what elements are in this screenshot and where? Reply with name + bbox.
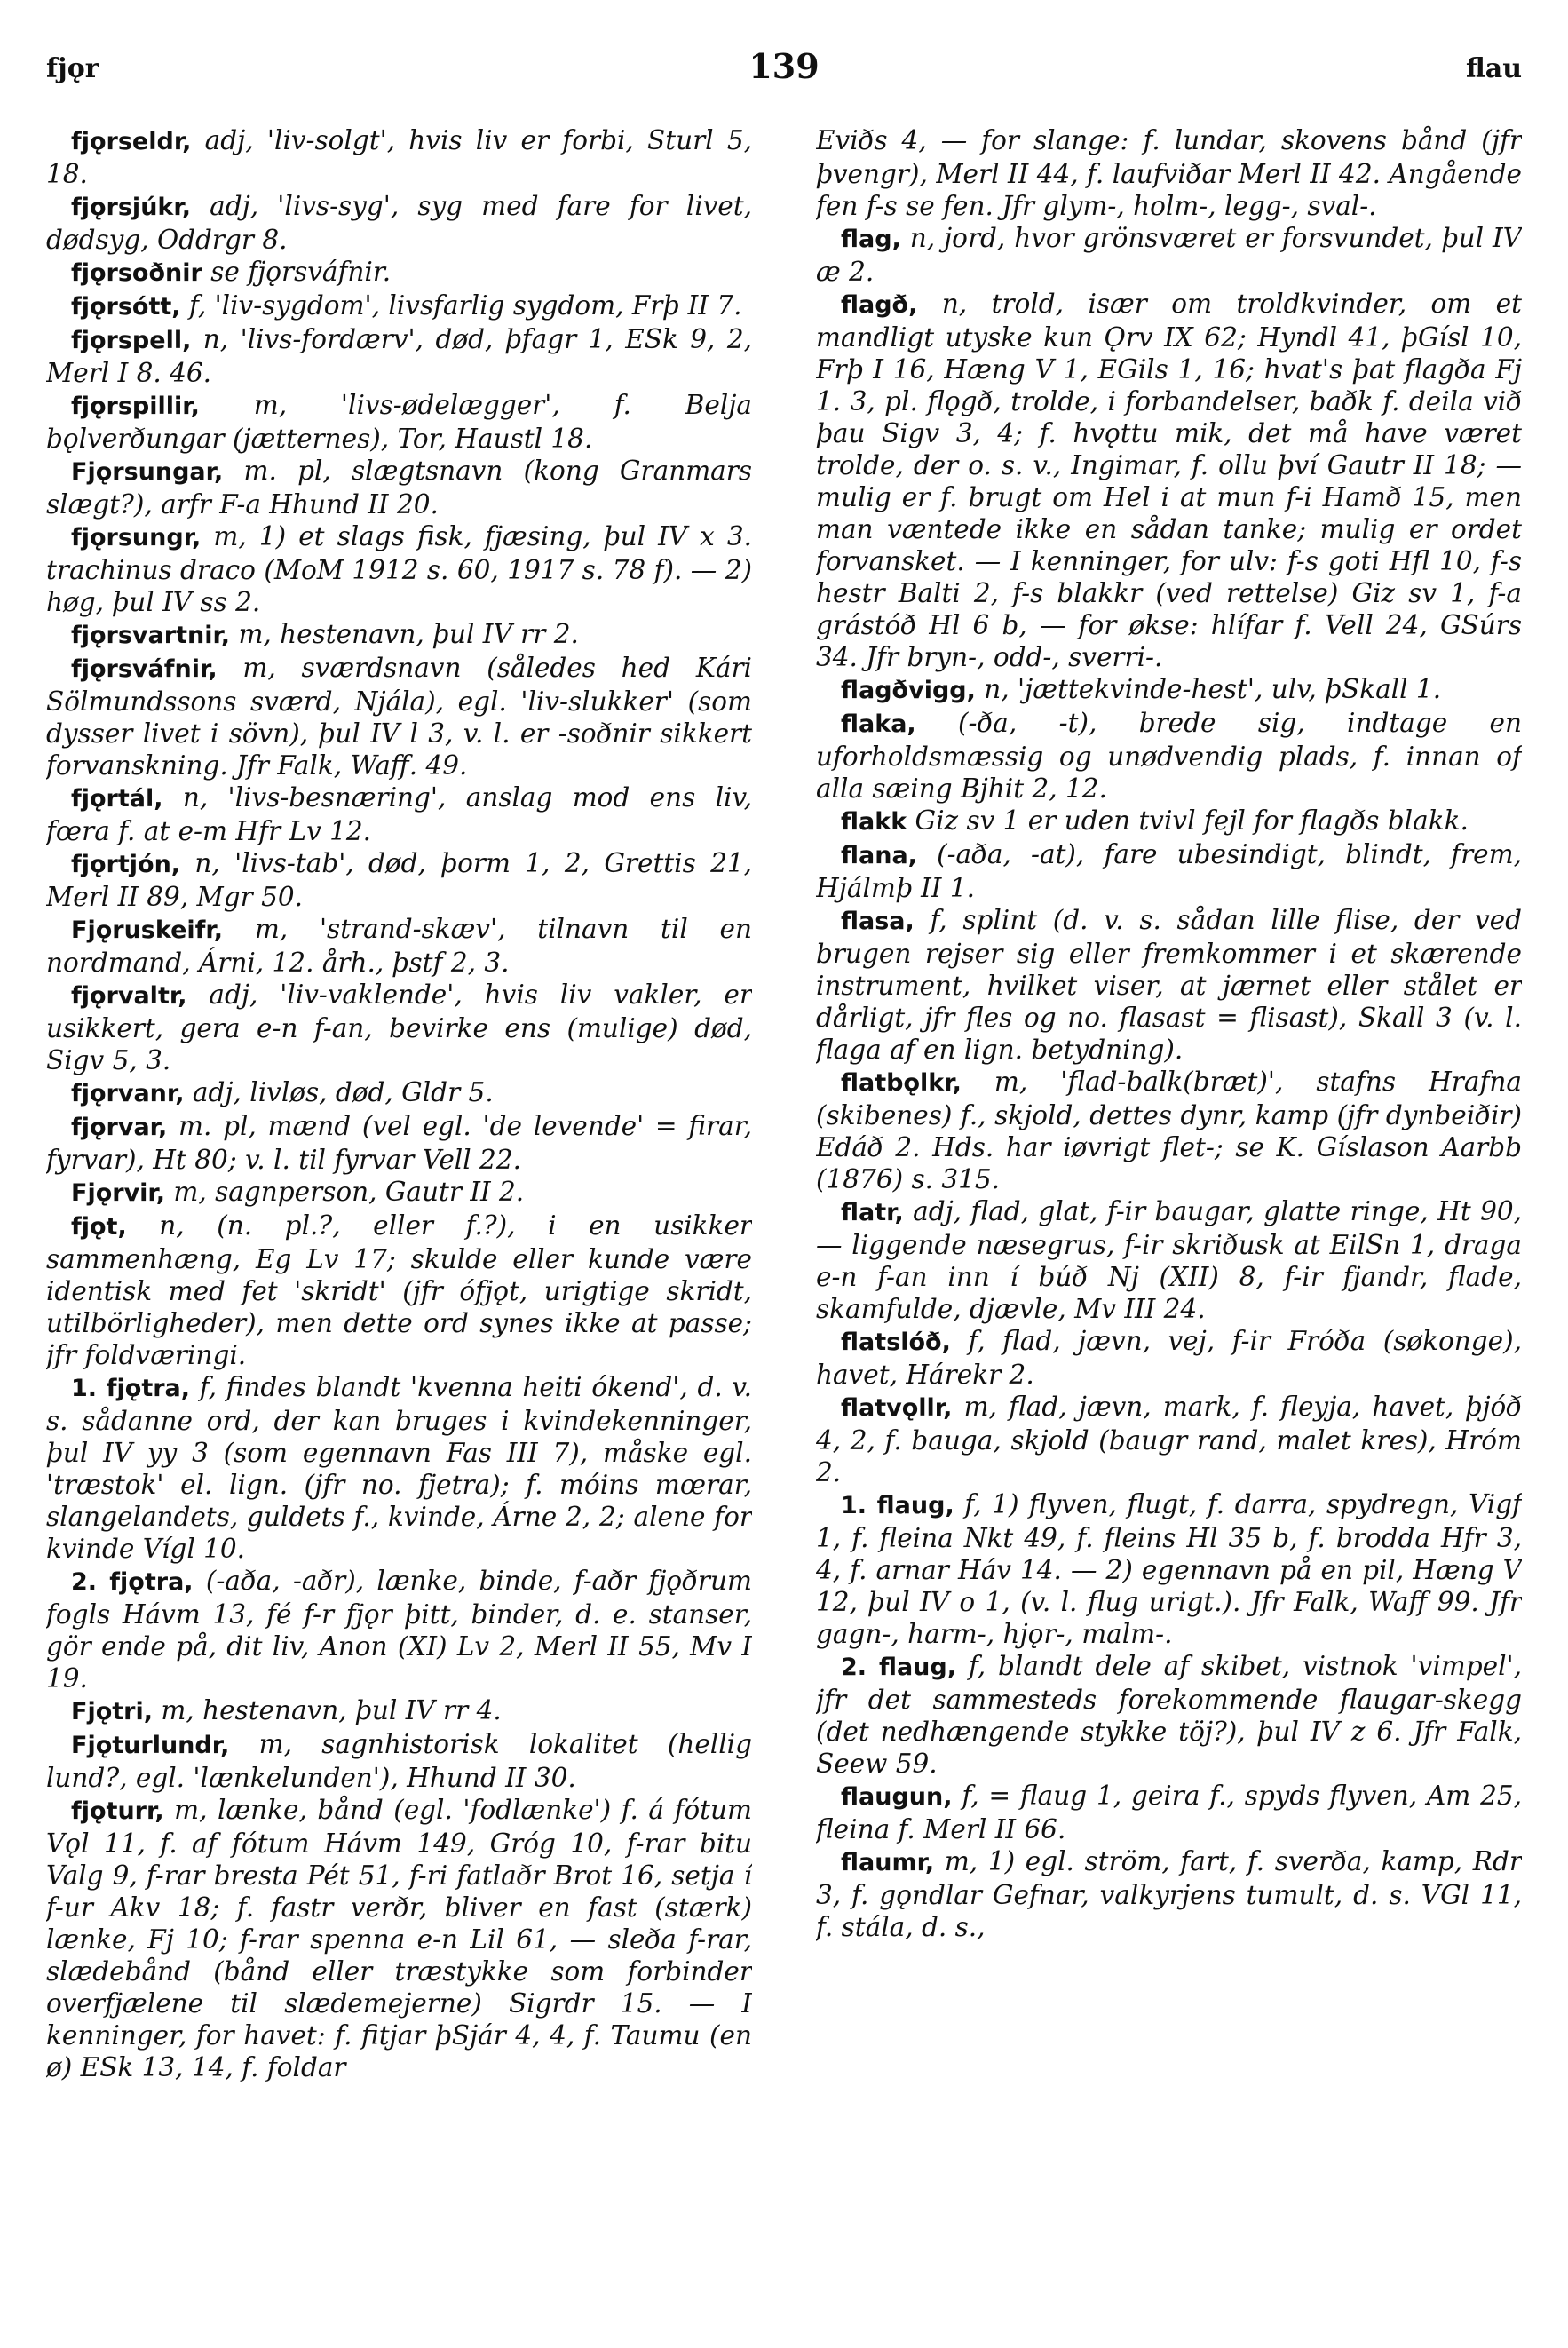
entry-headword: Fjǫrvir, — [71, 1179, 166, 1207]
entry-definition: m. pl, slægtsnavn (kong Granmars slægt?), arfr F-a Hhund II 20. — [46, 456, 752, 520]
dictionary-entry — [816, 1391, 1522, 1488]
dictionary-entry — [816, 124, 1522, 222]
entry-definition: m, sværdsnavn (således hed Kári Sölmundssons sværd, Njála), egl. 'liv-slukker' (som dysser livet i sövn), þul IV l 3, v. l. er -soðnir sikkert forvanskning. Jfr Falk, Waff. 49. — [46, 653, 752, 781]
entry-headword: fjǫrvanr, — [71, 1080, 185, 1107]
entry-definition: n, (n. pl.?, eller f.?), i en usikker sammenhæng, Eg Lv 17; skulde eller kunde være identisk med fet 'skridt' (jfr ófjǫt, urigtige skridt, utilbörligheder), men dette ord synes ikke at passe; jfr foldværingi. — [46, 1210, 752, 1370]
dictionary-entry — [46, 618, 752, 652]
dictionary-entry — [46, 1176, 752, 1210]
entry-definition: m, hestenavn, þul IV rr 2. — [238, 619, 579, 649]
dictionary-entry — [816, 1325, 1522, 1391]
entry-headword: fjǫrsoðnir — [71, 259, 202, 287]
dictionary-entry — [816, 805, 1522, 838]
dictionary-entry — [816, 904, 1522, 1066]
dictionary-entry — [46, 290, 752, 323]
dictionary-entry — [46, 190, 752, 256]
entry-headword: flakk — [841, 808, 907, 836]
entry-headword: 1. flaug, — [841, 1492, 954, 1519]
page-header — [46, 46, 1522, 91]
dictionary-entry — [816, 1845, 1522, 1943]
entry-headword: fjǫrvar, — [71, 1114, 168, 1141]
entry-headword: flana, — [841, 842, 917, 869]
dictionary-entry — [46, 847, 752, 913]
entry-headword: Fjǫruskeifr, — [71, 916, 224, 944]
entry-definition: m, 'livs-ødelægger', f. Belja bǫlverðungar (jætternes), Tor, Haustl 18. — [46, 390, 752, 454]
entry-headword: fjǫrtál, — [71, 785, 163, 813]
dictionary-entry — [46, 1076, 752, 1110]
entry-headword: flaugun, — [841, 1783, 953, 1811]
dictionary-entry — [46, 913, 752, 979]
entry-definition: f, findes blandt 'kvenna heiti ókend', d. v. s. sådanne ord, der kan bruges i kvindekenninger, þul IV yy 3 (som egennavn Fas III 7), måske egl. 'træstok' el. lign. (jfr no. fjetra); f. móins mœrar, slangelandets, guldets f., kvinde, Árne 2, 2; alene for kvinde Vígl 10. — [46, 1372, 752, 1564]
dictionary-entry — [46, 1371, 752, 1565]
entry-headword: fjǫrsváfnir, — [71, 655, 218, 683]
left-column — [46, 124, 752, 2318]
text-columns — [46, 124, 1522, 2318]
entry-headword: fjǫrsungr, — [71, 524, 202, 551]
entry-definition: se fjǫrsváfnir. — [210, 257, 392, 287]
entry-definition: n, 'livs-fordærv', død, þfagr 1, ESk 9, 2, Merl I 8. 46. — [46, 324, 752, 388]
dictionary-entry — [46, 1694, 752, 1728]
entry-headword: Fjǫturlundr, — [71, 1732, 230, 1759]
dictionary-entry — [46, 256, 752, 290]
entry-definition: Giz sv 1 er uden tvivl fejl for flagðs blakk. — [915, 805, 1469, 836]
entry-headword: flasa, — [841, 908, 915, 935]
entry-definition: m, hestenavn, þul IV rr 4. — [161, 1695, 502, 1725]
dictionary-entry — [46, 455, 752, 520]
entry-definition: m, flad, jævn, mark, f. fleyja, havet, þjóð 4, 2, f. bauga, skjold (baugr rand, malet kres), Hróm 2. — [816, 1392, 1522, 1487]
entry-definition: Eviðs 4, — for slange: f. lundar, skovens bånd (jfr þvengr), Merl II 44, f. laufviðar Merl II 42. Angående fen f-s se fen. Jfr glym-, holm-, legg-, sval-. — [816, 125, 1522, 221]
entry-headword: flatbǫlkr, — [841, 1069, 962, 1097]
dictionary-entry — [816, 1195, 1522, 1325]
dictionary-entry — [46, 1565, 752, 1694]
entry-headword: fjǫrseldr, — [71, 128, 192, 155]
entry-definition: f, = flaug 1, geira f., spyds flyven, Am 25, fleina f. Merl II 66. — [816, 1781, 1522, 1844]
entry-definition: m, 1) egl. ström, fart, f. sverða, kamp, Rdr 3, f. gǫndlar Gefnar, valkyrjens tumult, d. s. VGl 11, f. stála, d. s., — [816, 1846, 1522, 1942]
entry-headword: flatslóð, — [841, 1329, 951, 1356]
entry-headword: Fjǫrsungar, — [71, 458, 224, 486]
dictionary-entry — [46, 979, 752, 1076]
dictionary-entry — [816, 707, 1522, 805]
entry-headword: fjǫrsvartnir, — [71, 622, 231, 649]
dictionary-entry — [46, 1110, 752, 1176]
entry-definition: f, 1) flyven, flugt, f. darra, spydregn, Vigf 1, f. fleina Nkt 49, f. fleins Hl 35 b, f. brodda Hfr 3, 4, f. arnar Háv 14. — 2) egennavn på en pil, Hæng V 12, þul IV o 1, (v. l. flug urigt.). Jfr Falk, Waff 99. Jfr gagn-, harm-, hjǫr-, malm-. — [816, 1489, 1522, 1649]
dictionary-entry — [816, 222, 1522, 288]
entry-definition: f, 'liv-sygdom', livsfarlig sygdom, Frþ II 7. — [188, 290, 742, 321]
entry-definition: (-aða, -at), fare ubesindigt, blindt, frem, Hjálmþ II 1. — [816, 839, 1522, 903]
entry-headword: 1. fjǫtra, — [71, 1375, 191, 1402]
dictionary-entry — [46, 652, 752, 781]
dictionary-entry — [46, 124, 752, 190]
entry-definition: n, 'livs-besnæring', anslag mod ens liv, fœra f. at e-m Hfr Lv 12. — [46, 782, 752, 846]
entry-definition: adj, flad, glat, f-ir baugar, glatte ringe, Ht 90, — liggende næsegrus, f-ir skriðusk at EilSn 1, draga e-n f-an inn í búð Nj (XII) 8, f-ir fjandr, flade, skamfulde, djævle, Mv III 24. — [816, 1196, 1522, 1324]
entry-definition: adj, 'liv-solgt', hvis liv er forbi, Sturl 5, 18. — [46, 125, 752, 189]
entry-definition: adj, livløs, død, Gldr 5. — [192, 1077, 494, 1107]
entry-headword: flatvǫllr, — [841, 1394, 953, 1422]
entry-definition: m, 'flad-balk(bræt)', stafns Hrafna (skibenes) f., skjold, dettes dynr, kamp (jfr dynbeiðir) Edáð 2. Hds. har iøvrigt flet-; se K. Gíslason Aarbb (1876) s. 315. — [816, 1067, 1522, 1194]
entry-definition: n, 'jættekvinde-hest', ulv, þSkall 1. — [984, 674, 1442, 704]
entry-definition: m, 'strand-skæv', tilnavn til en nordmand, Árni, 12. årh., þstf 2, 3. — [46, 914, 752, 978]
entry-definition: n, trold, især om troldkvinder, om et mandligt utyske kun Ǫrv IX 62; Hyndl 41, þGísl 10, Frþ I 16, Hæng V 1, EGils 1, 16; hvat's þat flagða Fj 1. 3, pl. flǫgð, trolde, i forbandelser, baðk f. deila við þau Sigv 3, 4; f. hvǫttu mik, det må have været trolde, der o. s. v., Ingimar, f. ollu því Gautr II 18; — mulig er f. brugt om Hel i at mun f-i Hamð 15, men man væntede ikke en sådan tanke; mulig er ordet forvansket. — I kenninger, for ulv: f-s goti Hfl 10, f-s hestr Balti 2, f-s blakkr (ved rettelse) Giz sv 1, f-a grástóð Hl 6 b, — for økse: hlífar f. Vell 24, GSúrs 34. Jfr bryn-, odd-, sverri-. — [816, 289, 1522, 672]
entry-headword: fjǫt, — [71, 1213, 127, 1241]
entry-headword: 2. fjǫtra, — [71, 1568, 194, 1596]
dictionary-entry — [46, 520, 752, 618]
entry-definition: m, sagnhistorisk lokalitet (hellig lund?, egl. 'lænkelunden'), Hhund II 30. — [46, 1729, 752, 1793]
entry-definition: n, 'livs-tab', død, þorm 1, 2, Grettis 21, Merl II 89, Mgr 50. — [46, 848, 752, 912]
dictionary-entry — [46, 1794, 752, 2083]
entry-headword: fjǫrvaltr, — [71, 982, 187, 1010]
entry-definition: m, 1) et slags fisk, fjæsing, þul IV x 3. trachinus draco (MoM 1912 s. 60, 1917 s. 78 f). — 2) høg, þul IV ss 2. — [46, 521, 752, 617]
entry-definition: f, splint (d. v. s. sådan lille flise, der ved brugen rejser sig eller fremkommer i et skærende instrument, hvilket viser, at jærnet eller stålet er dårligt, jfr fles og no. flasast = flisast), Skall 3 (v. l. flaga af en lign. betydning). — [816, 905, 1522, 1065]
entry-headword: flaumr, — [841, 1849, 935, 1876]
dictionary-entry — [816, 288, 1522, 673]
dictionary-entry — [46, 389, 752, 455]
entry-headword: flagðvigg, — [841, 677, 976, 704]
entry-headword: flaka, — [841, 710, 916, 738]
entry-definition: (-aða, -aðr), lænke, binde, f-aðr fjǫðrum fogls Hávm 13, fé f-r fjǫr þitt, binder, d. e. stanser, gör ende på, dit liv, Anon (XI) Lv 2, Merl II 55, Mv I 19. — [46, 1566, 752, 1694]
entry-headword: fjǫrsótt, — [71, 293, 181, 321]
entry-headword: fjǫrtjón, — [71, 851, 181, 878]
entry-headword: fjǫrsjúkr, — [71, 194, 191, 221]
dictionary-entry — [46, 1210, 752, 1371]
entry-definition: m. pl, mænd (vel egl. 'de levende' = firar, fyrvar), Ht 80; v. l. til fyrvar Vell 22. — [46, 1111, 752, 1175]
right-column — [816, 124, 1522, 2318]
dictionary-entry — [816, 838, 1522, 904]
entry-headword: flag, — [841, 226, 901, 253]
dictionary-entry — [816, 673, 1522, 707]
entry-definition: m, sagnperson, Gautr II 2. — [173, 1177, 525, 1207]
right-guide-word: flau — [1465, 53, 1522, 84]
entry-definition: f, blandt dele af skibet, vistnok 'vimpel', jfr det sammesteds forekommende flaugar-skegg (det nedhængende stykke töj?), þul IV z 6. Jfr Falk, Seew 59. — [816, 1651, 1522, 1779]
entry-headword: fjǫrspell, — [71, 327, 192, 354]
dictionary-entry — [816, 1650, 1522, 1780]
dictionary-entry — [46, 1728, 752, 1794]
entry-headword: fjǫturr, — [71, 1797, 164, 1825]
dictionary-entry — [816, 1488, 1522, 1650]
entry-definition: m, lænke, bånd (egl. 'fodlænke') f. á fótum Vǫl 11, f. af fótum Hávm 149, Gróg 10, f-rar bitu Valg 9, f-rar bresta Pét 51, f-ri fatlaðr Brot 16, setja í f-ur Akv 18; f. fastr verðr, bliver en fast (stærk) lænke, Fj 10; f-rar spenna e-n Lil 61, — sleða f-rar, slædebånd (bånd eller træstykke som forbinder overfjælene til slædemejerne) Sigrdr 15. — I kenninger, for havet: f. fitjar þSjár 4, 4, f. Taumu (en ø) ESk 13, 14, f. foldar — [46, 1795, 752, 2082]
dictionary-entry — [816, 1066, 1522, 1195]
entry-headword: fjǫrspillir, — [71, 393, 200, 420]
entry-definition: adj, 'livs-syg', syg med fare for livet, dødsyg, Oddrgr 8. — [46, 191, 752, 255]
entry-headword: 2. flaug, — [841, 1654, 956, 1681]
dictionary-entry — [816, 1780, 1522, 1845]
page-number: 139 — [748, 46, 820, 86]
entry-definition: adj, 'liv-vaklende', hvis liv vakler, er usikkert, gera e-n f-an, bevirke ens (mulige) død, Sigv 5, 3. — [46, 980, 752, 1075]
dictionary-entry — [46, 323, 752, 389]
entry-definition: f, flad, jævn, vej, f-ir Fróða (søkonge), havet, Hárekr 2. — [816, 1326, 1522, 1390]
left-guide-word: fjǫr — [46, 53, 99, 84]
entry-headword: Fjǫtri, — [71, 1698, 153, 1725]
entry-definition: (-ða, -t), brede sig, indtage en uforholdsmæssig og unødvendig plads, f. innan of alla sæing Bjhit 2, 12. — [816, 708, 1522, 804]
dictionary-entry — [46, 781, 752, 847]
entry-definition: n, jord, hvor grönsværet er forsvundet, þul IV æ 2. — [816, 223, 1522, 287]
entry-headword: flagð, — [841, 291, 918, 319]
entry-headword: flatr, — [841, 1199, 904, 1226]
